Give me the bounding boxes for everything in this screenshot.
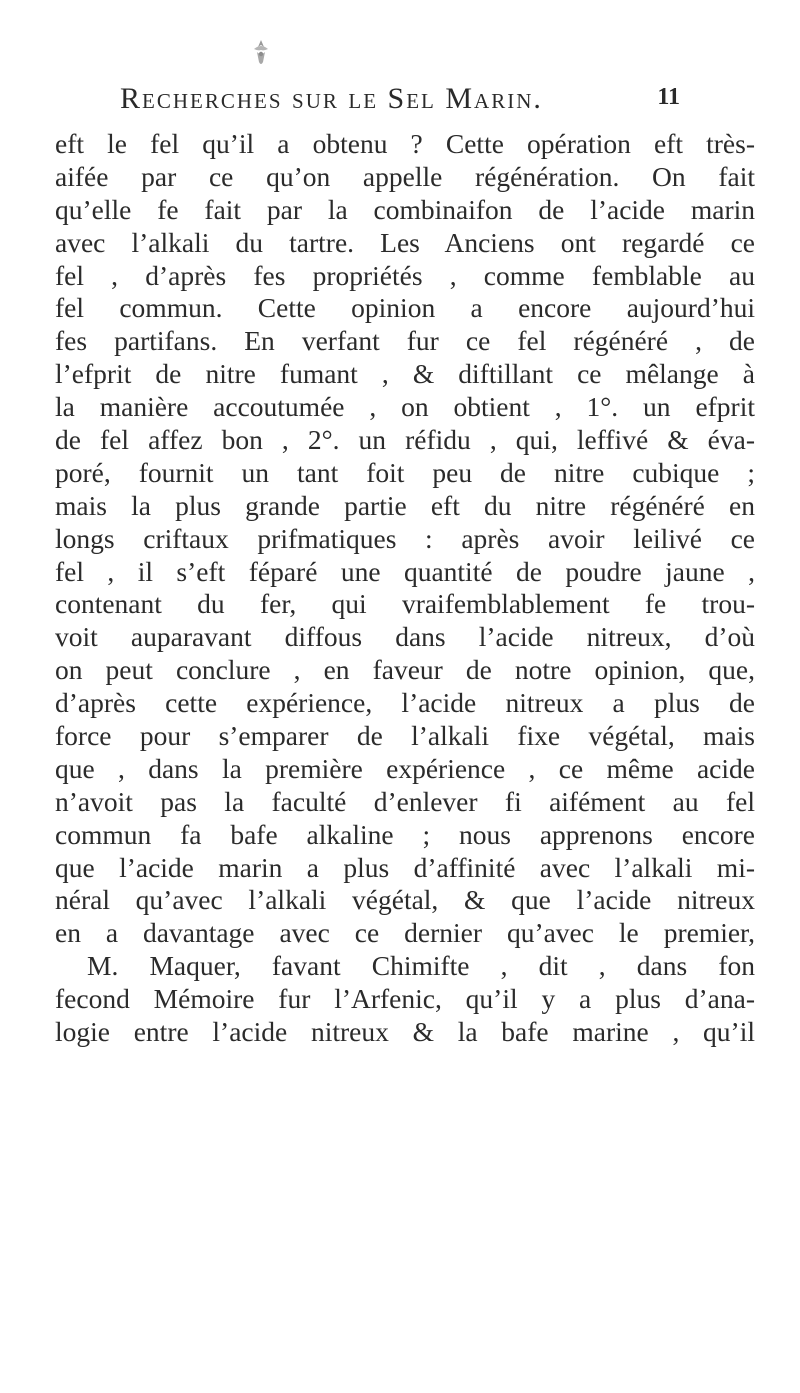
body-text (55, 128, 755, 1049)
text-line: la manière accoutumée , on obtient , 1°. un efprit (55, 391, 755, 423)
text-line: n’avoit pas la faculté d’enlever fi aifément au fel (55, 785, 755, 817)
text-line: force pour s’emparer de l’alkali fixe végétal, mais (55, 720, 755, 752)
page-number: 11 (657, 84, 680, 110)
text-line: fel , d’après fes propriétés , comme femblable au (55, 259, 755, 291)
text-line: voit auparavant diffous dans l’acide nitreux, d’où (55, 621, 755, 653)
text-line: l’efprit de nitre fumant , & diftillant ce mêlange à (55, 358, 755, 390)
text-line: longs criftaux prifmatiques : après avoir leilivé ce (55, 522, 755, 554)
text-line: aifée par ce qu’on appelle régénération. On fait (55, 160, 755, 192)
text-line: poré, fournit un tant foit peu de nitre cubique ; (55, 456, 755, 488)
text-line: avec l’alkali du tartre. Les Anciens ont regardé ce (55, 226, 755, 258)
running-title: Recherches sur le Sel Marin. (120, 82, 543, 115)
ornament-icon (248, 38, 274, 68)
text-line: fecond Mémoire fur l’Arfenic, qu’il y a plus d’ana- (55, 983, 755, 1015)
text-line: contenant du fer, qui vraifemblablement fe trou- (55, 588, 755, 620)
text-line: on peut conclure , en faveur de notre opinion, que, (55, 654, 755, 686)
text-line: d’après cette expérience, l’acide nitreux a plus de (55, 687, 755, 719)
text-line: que , dans la première expérience , ce même acide (55, 752, 755, 784)
text-line: en a davantage avec ce dernier qu’avec le premier, (55, 917, 755, 949)
text-line: logie entre l’acide nitreux & la bafe marine , qu’il (55, 1016, 755, 1048)
text-line: fel , il s’eft féparé une quantité de poudre jaune , (55, 555, 755, 587)
running-head (120, 82, 680, 122)
text-line: M. Maquer, favant Chimifte , dit , dans fon (87, 950, 755, 982)
text-line: mais la plus grande partie eft du nitre régénéré en (55, 489, 755, 521)
text-line: que l’acide marin a plus d’affinité avec l’alkali mi- (55, 851, 755, 883)
text-line: néral qu’avec l’alkali végétal, & que l’acide nitreux (55, 884, 755, 916)
text-line: eft le fel qu’il a obtenu ? Cette opération eft très- (55, 128, 755, 159)
text-line: commun fa bafe alkaline ; nous apprenons encore (55, 818, 755, 850)
text-line: fel commun. Cette opinion a encore aujourd’hui (55, 292, 755, 324)
text-line: qu’elle fe fait par la combinaifon de l’acide marin (55, 193, 755, 225)
text-line: de fel affez bon , 2°. un réfidu , qui, leffivé & éva- (55, 424, 755, 456)
text-line: fes partifans. En verfant fur ce fel régénéré , de (55, 325, 755, 357)
